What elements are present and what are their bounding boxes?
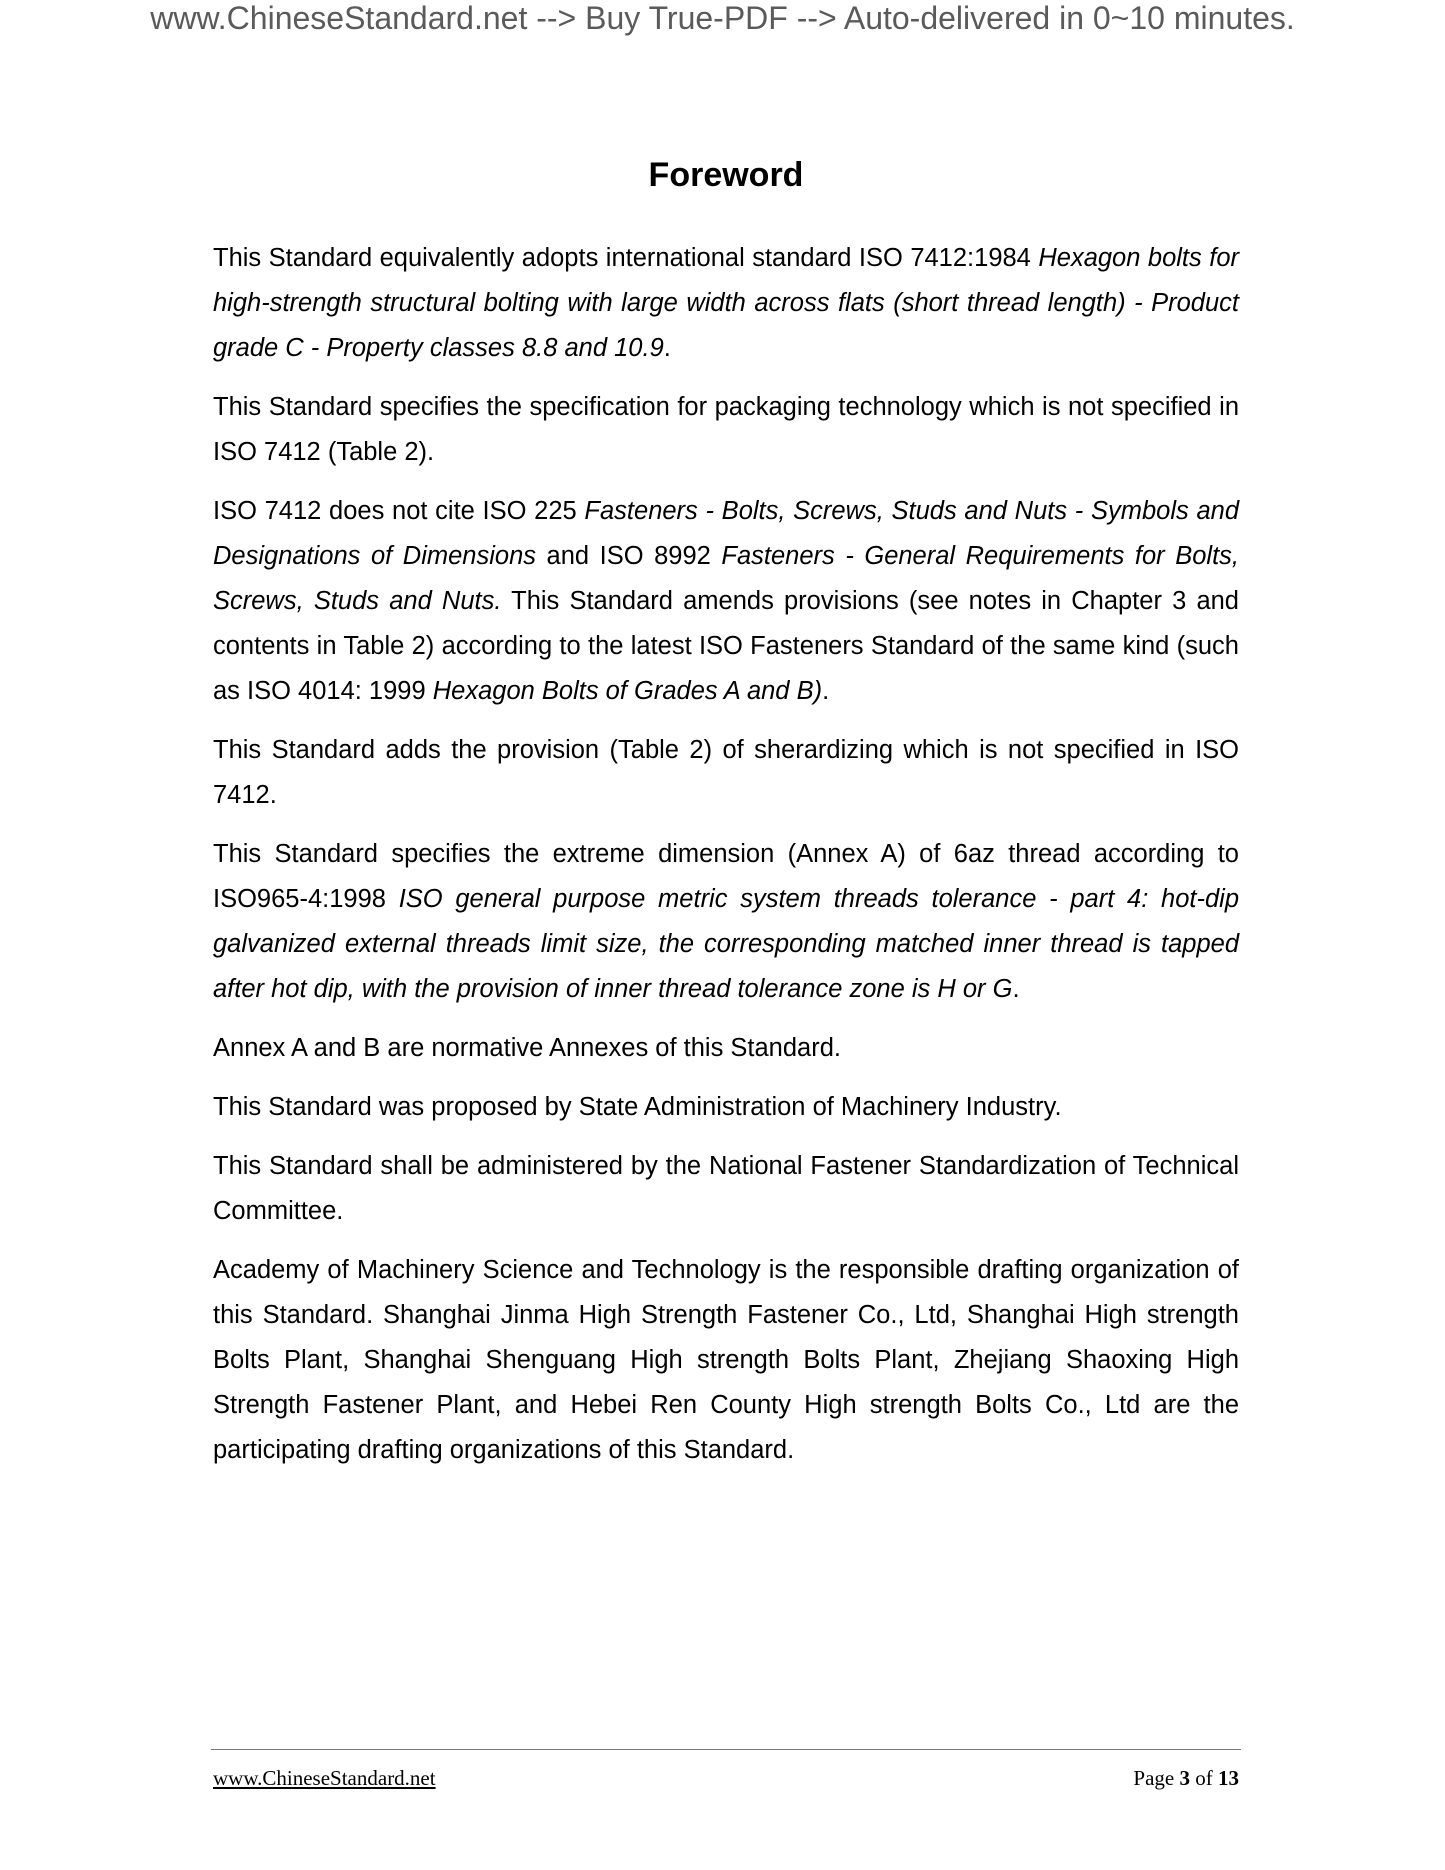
paragraph-6 <box>213 1026 1239 1071</box>
text-run: This Standard shall be administered by the National Fastener Standardization of Technical Committee. <box>213 1152 1239 1225</box>
text-run: Hexagon bolts for high-strength structural bolting with large width across flats (short thread length) - Product grade C - Property classes 8.8 and 10.9 <box>213 244 1239 362</box>
page-title: Foreword <box>648 156 804 194</box>
text-run: Annex A and B are normative Annexes of this Standard. <box>213 1034 841 1062</box>
paragraph-9 <box>213 1248 1239 1473</box>
paragraph-8 <box>213 1144 1239 1234</box>
top-banner[interactable]: www.ChineseStandard.net --> Buy True-PDF --> Auto-delivered in 0~10 minutes. <box>150 0 1295 36</box>
paragraph-2 <box>213 385 1239 475</box>
paragraph-3 <box>213 489 1239 714</box>
text-run: ISO general purpose metric system threads tolerance - part 4: hot-dip galvanized external threads limit size, the corresponding matched inner thread is tapped after hot dip, with the provision of inner thread tolerance zone is H or G <box>213 885 1239 1003</box>
text-run: This Standard was proposed by State Administration of Machinery Industry. <box>213 1093 1062 1121</box>
page-prefix: Page <box>1133 1766 1180 1790</box>
text-run: Fasteners - General Requirements for Bolts, Screws, Studs and Nuts. <box>213 542 1239 615</box>
text-run: This Standard amends provisions (see notes in Chapter 3 and contents in Table 2) according to the latest ISO Fasteners Standard of the same kind (such as ISO 4014: 1999 <box>213 587 1239 705</box>
text-run: . <box>663 334 671 362</box>
paragraph-1 <box>213 236 1239 371</box>
text-run: . <box>1012 975 1020 1003</box>
text-run: and ISO 8992 <box>536 542 722 570</box>
paragraph-5 <box>213 832 1239 1012</box>
footer-site-link[interactable]: www.ChineseStandard.net <box>213 1766 436 1790</box>
page-of: of <box>1190 1766 1218 1790</box>
page-number <box>1133 1765 1239 1791</box>
text-run: This Standard specifies the specification for packaging technology which is not specified in ISO 7412 (Table 2). <box>213 393 1239 466</box>
text-run: . <box>822 677 830 705</box>
text-run: Academy of Machinery Science and Technology is the responsible drafting organization of this Standard. Shanghai Jinma High Strength Fastener Co., Ltd, Shanghai High strength Bolts Plant, Shanghai Shenguang High strength Bolts Plant, Zhejiang Shaoxing High Strength Fastener Plant, and Hebei Ren County High strength Bolts Co., Ltd are the participating drafting organizations of this Standard. <box>213 1256 1239 1464</box>
page-current: 3 <box>1179 1766 1190 1790</box>
text-run: This Standard adds the provision (Table 2) of sherardizing which is not specified in ISO 7412. <box>213 736 1239 809</box>
text-run: This Standard specifies the extreme dimension (Annex A) of 6az thread according to ISO965-4:1998 <box>213 840 1239 913</box>
paragraph-7 <box>213 1085 1239 1130</box>
text-run: ISO 7412 does not cite ISO 225 <box>213 497 585 525</box>
paragraph-4 <box>213 728 1239 818</box>
text-run: Fasteners - Bolts, Screws, Studs and Nuts - Symbols and Designations of Dimensions <box>213 497 1239 570</box>
footer-divider <box>211 1749 1241 1750</box>
text-run: Hexagon Bolts of Grades A and B) <box>432 677 823 705</box>
text-run: This Standard equivalently adopts international standard ISO 7412:1984 <box>213 244 1039 272</box>
page-total: 13 <box>1218 1766 1239 1790</box>
foreword-body <box>213 236 1239 1473</box>
